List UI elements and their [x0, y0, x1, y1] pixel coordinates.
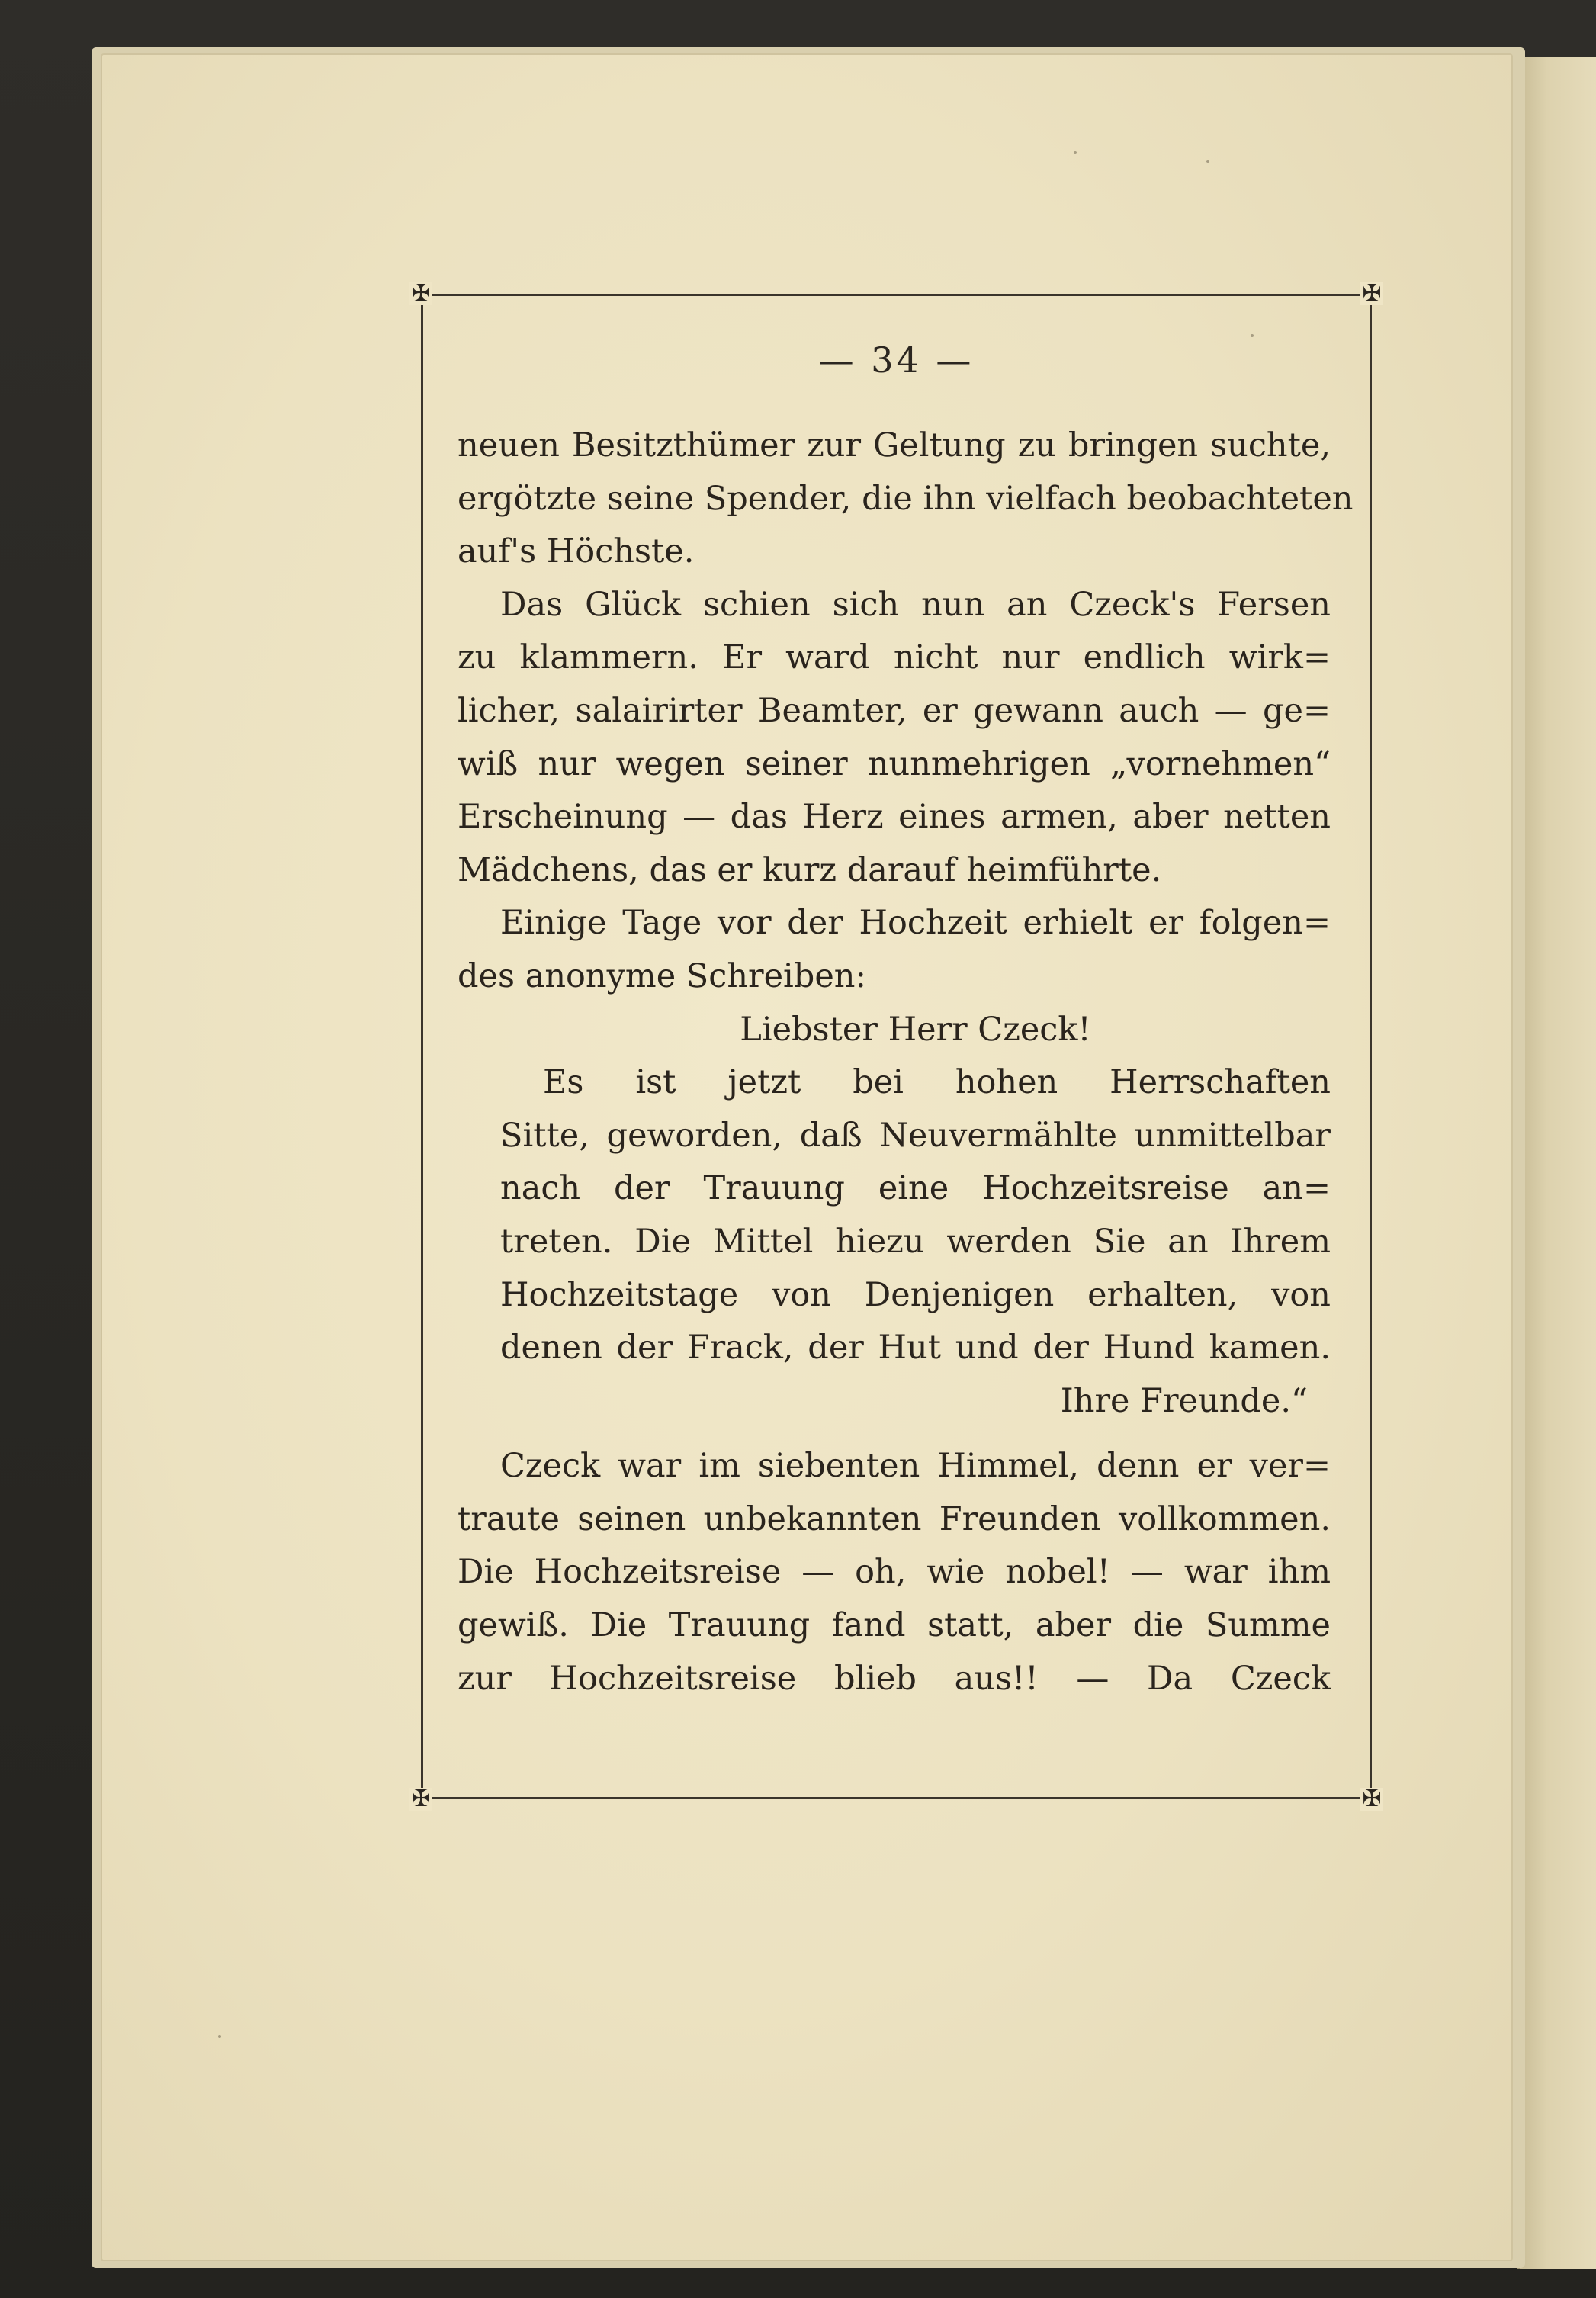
paper-speck [1074, 151, 1077, 154]
next-page-edge [1517, 57, 1596, 2269]
text-line: Einige Tage vor der Hochzeit erhielt er folgen= [500, 904, 1331, 943]
letter-line: Hochzeitstage von Denjenigen erhalten, von [500, 1275, 1331, 1314]
text-line: Erscheinung — das Herz eines armen, aber netten [458, 798, 1331, 837]
letter-line: Es ist jetzt bei hohen Herrschaften [543, 1063, 1331, 1102]
text-line: Das Glück schien sich nun an Czeck's Fersen [500, 585, 1331, 624]
paper-speck [218, 2035, 221, 2038]
text-line: licher, salairirter Beamter, er gewann auch — ge= [458, 691, 1331, 730]
text-line: wiß nur wegen seiner nunmehrigen „vornehmen“ [458, 744, 1331, 783]
corner-ornament-icon: ✠ [409, 282, 432, 305]
corner-ornament-icon: ✠ [1360, 1788, 1383, 1811]
text-line: gewiß. Die Trauung fand statt, aber die Summe [458, 1606, 1331, 1645]
quoted-letter [458, 1004, 1331, 1429]
letter-signature: Ihre Freunde.“ [1060, 1381, 1308, 1420]
letter-line: denen der Frack, der Hut und der Hund kamen. [500, 1329, 1331, 1368]
corner-ornament-icon: ✠ [409, 1788, 432, 1811]
text-line: Mädchens, das er kurz darauf heimführte. [458, 850, 1162, 889]
text-line: Die Hochzeitsreise — oh, wie nobel! — war ihm [458, 1553, 1331, 1592]
body-text [458, 419, 1354, 1705]
text-line: ergötzte seine Spender, die ihn vielfach beobachteten [458, 479, 1354, 518]
letter-line: Sitte, geworden, daß Neuvermählte unmittelbar [500, 1116, 1331, 1155]
text-line: traute seinen unbekannten Freunden vollkommen. [458, 1499, 1331, 1538]
letter-salutation: Liebster Herr Czeck! [740, 1010, 1091, 1049]
text-line: zur Hochzeitsreise blieb aus!! — Da Czeck [458, 1659, 1331, 1698]
paper-speck [1206, 160, 1209, 163]
paragraph-gap [458, 1428, 1331, 1440]
text-line: des anonyme Schreiben: [458, 956, 866, 995]
text-line: zu klammern. Er ward nicht nur endlich wirk= [458, 638, 1331, 677]
letter-line: treten. Die Mittel hiezu werden Sie an Ihrem [500, 1222, 1331, 1261]
text-line: auf's Höchste. [458, 532, 695, 571]
text-line: neuen Besitzthümer zur Geltung zu bringen suchte, [458, 426, 1331, 464]
text-line: Czeck war im siebenten Himmel, denn er ver= [500, 1447, 1331, 1486]
page-number: — 34 — [818, 339, 975, 381]
corner-ornament-icon: ✠ [1360, 282, 1383, 305]
letter-line: nach der Trauung eine Hochzeitsreise an= [500, 1169, 1331, 1208]
